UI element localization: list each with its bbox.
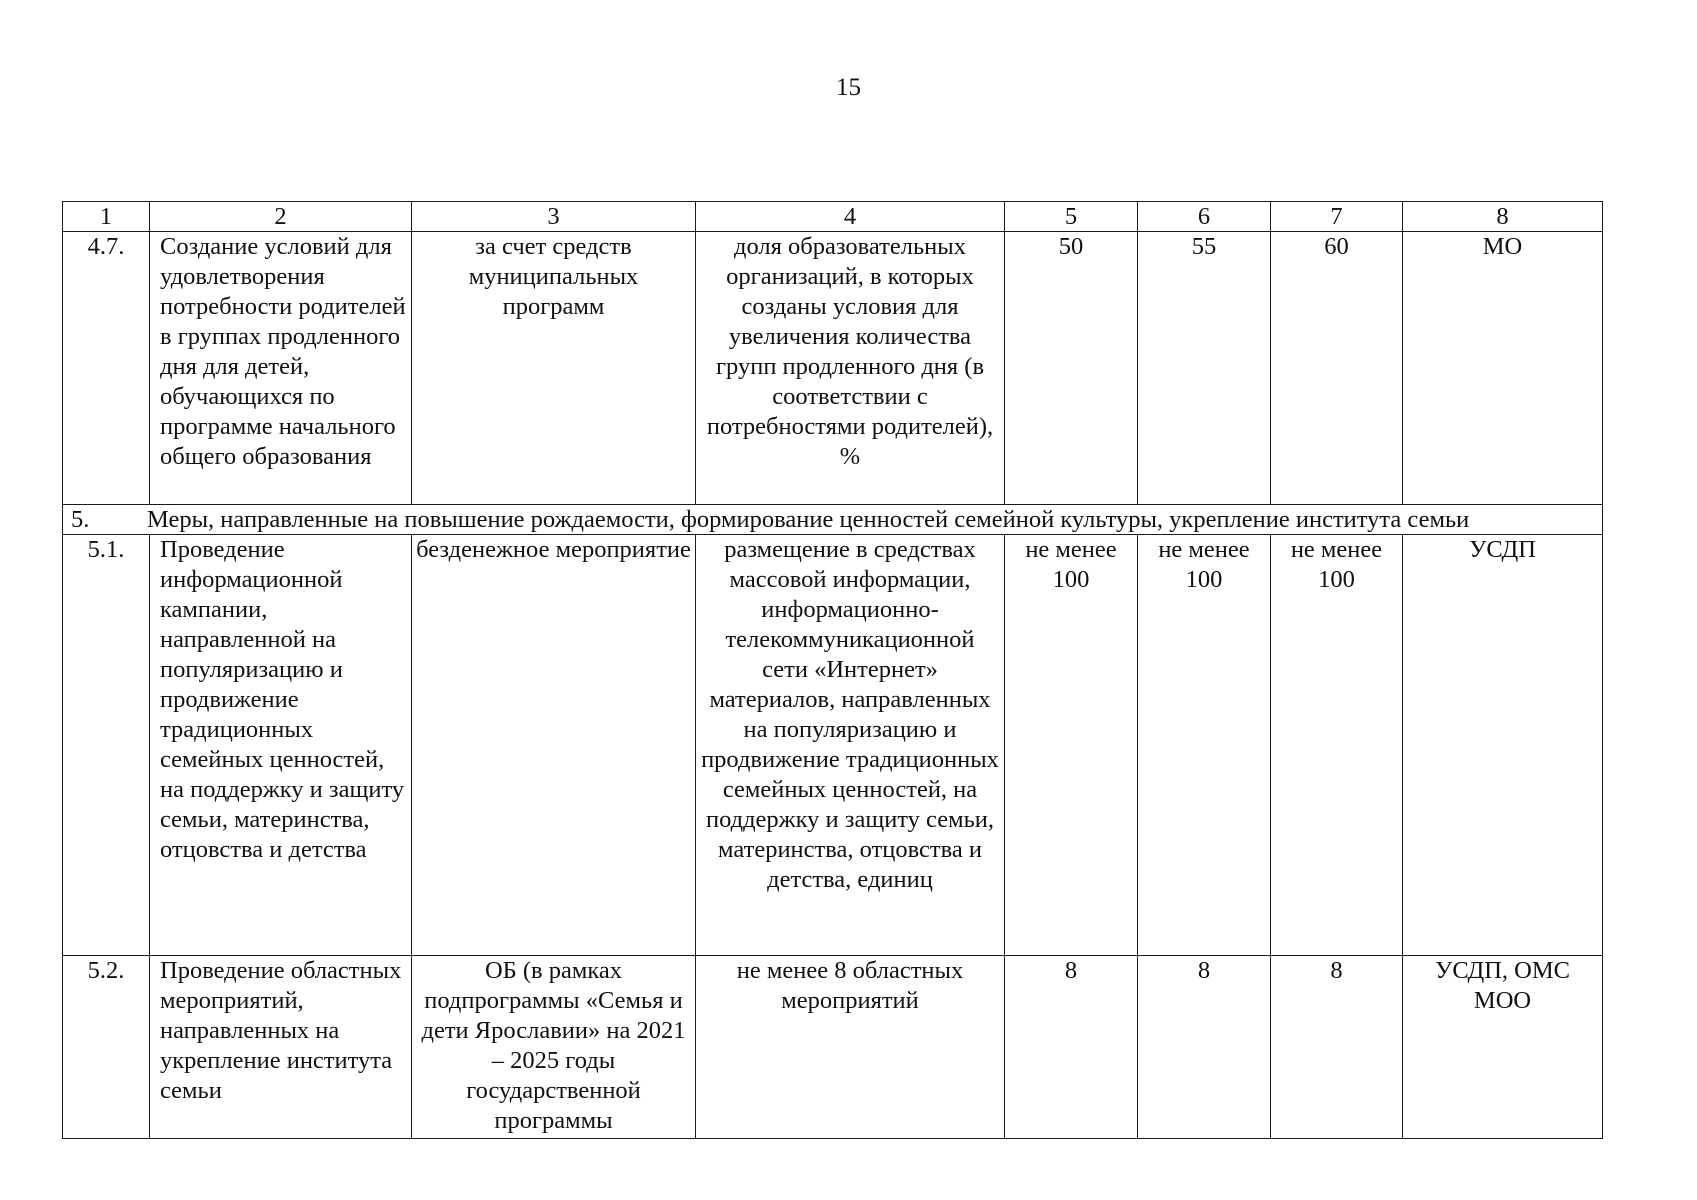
header-cell: 3 — [412, 202, 696, 232]
page-number: 15 — [836, 74, 861, 101]
funding-source: ОБ (в рамках подпрограммы «Семья и дети Ярославии» на 2021 – 2025 годы государственной программы — [412, 956, 696, 1139]
value-col7: 60 — [1271, 232, 1403, 505]
table-row — [63, 956, 1603, 1139]
header-cell: 4 — [696, 202, 1005, 232]
section-number: 5. — [71, 506, 90, 533]
header-cell: 8 — [1403, 202, 1603, 232]
value-col5: 50 — [1005, 232, 1138, 505]
header-cell: 1 — [63, 202, 150, 232]
funding-source: за счет средств муниципальных программ — [412, 232, 696, 505]
value-col6: 8 — [1138, 956, 1271, 1139]
executor: УСДП — [1403, 535, 1603, 956]
executor: МО — [1403, 232, 1603, 505]
funding-source: безденежное мероприятие — [412, 535, 696, 956]
value-col7: не менее 100 — [1271, 535, 1403, 956]
value-col6: 55 — [1138, 232, 1271, 505]
value-col5: 8 — [1005, 956, 1138, 1139]
header-cell: 6 — [1138, 202, 1271, 232]
table-row — [63, 535, 1603, 956]
executor: УСДП, ОМС МОО — [1403, 956, 1603, 1139]
indicator: размещение в средствах массовой информации, информационно-телекоммуникационной сети «Интернет» материалов, направленных на популяризацию и продвижение традиционных семейных ценностей, на поддержку и защиту семьи, материнства, отцовства и детства, единиц — [696, 535, 1005, 956]
value-col7: 8 — [1271, 956, 1403, 1139]
indicator: не менее 8 областных мероприятий — [696, 956, 1005, 1139]
value-col5: не менее 100 — [1005, 535, 1138, 956]
measure-name: Проведение областных мероприятий, направленных на укрепление института семьи — [150, 956, 412, 1139]
header-cell: 7 — [1271, 202, 1403, 232]
measure-name: Создание условий для удовлетворения потребности родителей в группах продленного дня для детей, обучающихся по программе начального общего образования — [150, 232, 412, 505]
indicator: доля образовательных организаций, в которых созданы условия для увеличения количества групп продленного дня (в соответствии с потребностями родителей), % — [696, 232, 1005, 505]
measures-table — [62, 201, 1603, 1139]
row-number: 4.7. — [63, 232, 150, 505]
row-number: 5.1. — [63, 535, 150, 956]
measure-name: Проведение информационной кампании, направленной на популяризацию и продвижение традиционных семейных ценностей, на поддержку и защиту семьи, материнства, отцовства и детства — [150, 535, 412, 956]
section-heading — [63, 505, 1603, 535]
table-row — [63, 232, 1603, 505]
table-header-row — [63, 202, 1603, 232]
header-cell: 2 — [150, 202, 412, 232]
row-number: 5.2. — [63, 956, 150, 1139]
section-title: Меры, направленные на повышение рождаемости, формирование ценностей семейной культуры, укрепление института семьи — [147, 506, 1470, 533]
value-col6: не менее 100 — [1138, 535, 1271, 956]
header-cell: 5 — [1005, 202, 1138, 232]
section-row — [63, 505, 1603, 535]
